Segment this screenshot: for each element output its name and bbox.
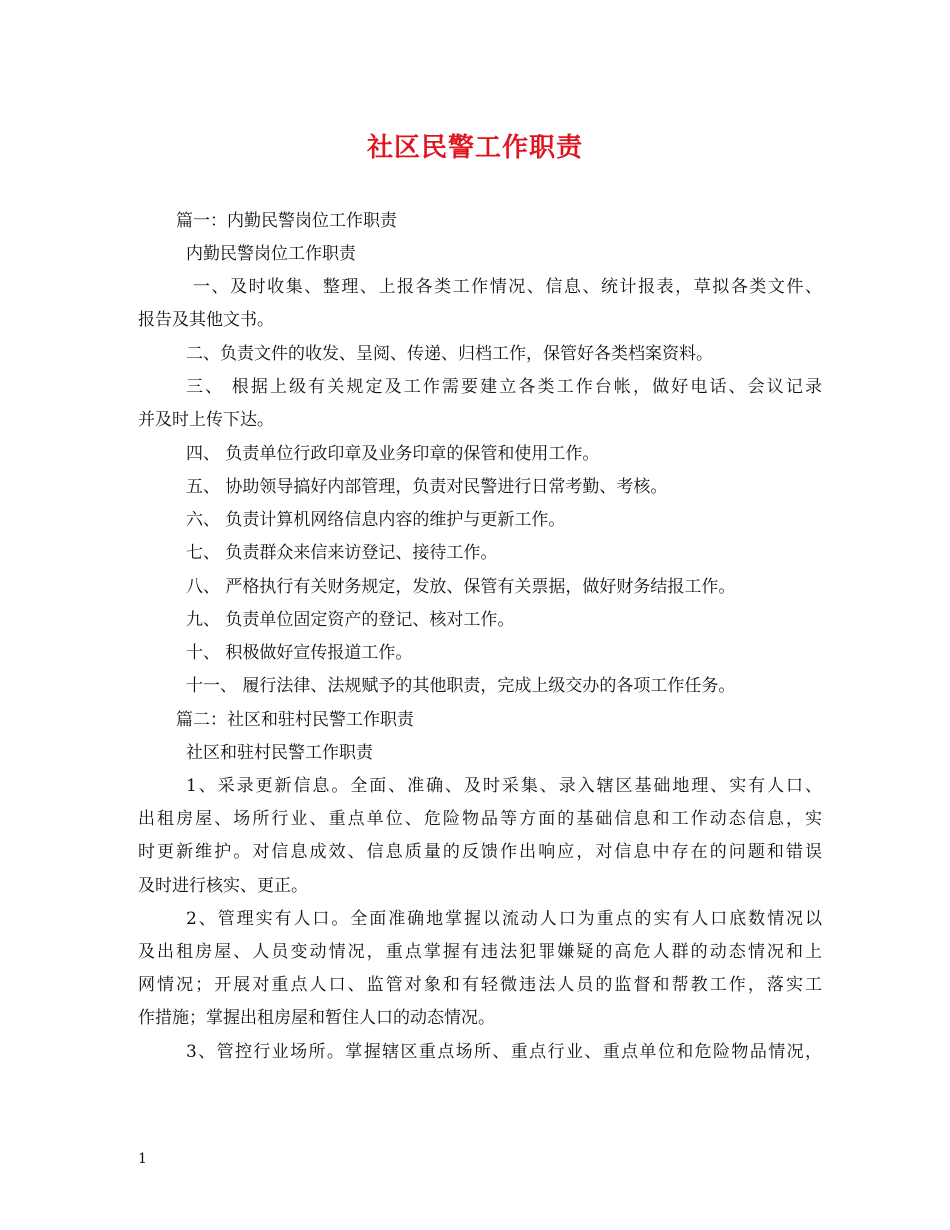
body-line: 六、 负责计算机网络信息内容的维护与更新工作。 <box>186 510 566 530</box>
body-line: 篇二：社区和驻村民警工作职责 <box>176 710 414 730</box>
document-title: 社区民警工作职责 <box>366 133 583 163</box>
body-line: 七、 负责群众来信来访登记、接待工作。 <box>186 543 498 563</box>
body-line: 五、 协助领导搞好内部管理，负责对民警进行日常考勤、考核。 <box>186 477 668 497</box>
body-line: 八、 严格执行有关财务规定，发放、保管有关票据，做好财务结报工作。 <box>186 577 736 597</box>
body-line: 篇一：内勤民警岗位工作职责 <box>176 211 397 231</box>
body-line: 及时进行核实、更正。 <box>138 876 308 896</box>
body-line: 二、负责文件的收发、呈阅、传递、归档工作，保管好各类档案资料。 <box>186 344 713 364</box>
body-line: 出租房屋、场所行业、重点单位、危险物品等方面的基础信息和工作动态信息，实 <box>138 809 822 829</box>
body-line: 3、管控行业场所。掌握辖区重点场所、重点行业、重点单位和危险物品情况， <box>186 1042 822 1062</box>
body-line: 2、管理实有人口。全面准确地掌握以流动人口为重点的实有人口底数情况以 <box>186 909 822 929</box>
page-number: 1 <box>138 1151 147 1167</box>
body-line: 十一、 履行法律、法规赋予的其他职责，完成上级交办的各项工作任务。 <box>186 676 736 696</box>
body-line: 并及时上传下达。 <box>138 410 274 430</box>
body-line: 及出租房屋、人员变动情况，重点掌握有违法犯罪嫌疑的高危人群的动态情况和上 <box>138 942 822 962</box>
body-line: 网情况；开展对重点人口、监管对象和有轻微违法人员的监督和帮教工作，落实工 <box>138 975 822 995</box>
body-line: 作措施；掌握出租房屋和暂住人口的动态情况。 <box>138 1008 495 1028</box>
body-line: 时更新维护。对信息成效、信息质量的反馈作出响应，对信息中存在的问题和错误 <box>138 842 822 862</box>
body-line: 1、采录更新信息。全面、准确、及时采集、录入辖区基础地理、实有人口、 <box>186 776 822 796</box>
body-line: 十、 积极做好宣传报道工作。 <box>186 643 413 663</box>
body-line: 社区和驻村民警工作职责 <box>186 743 373 763</box>
body-line: 四、 负责单位行政印章及业务印章的保管和使用工作。 <box>186 444 600 464</box>
body-line: 内勤民警岗位工作职责 <box>186 244 356 264</box>
body-line: 三、 根据上级有关规定及工作需要建立各类工作台帐，做好电话、会议记录 <box>186 377 822 397</box>
body-line: 九、 负责单位固定资产的登记、核对工作。 <box>186 610 515 630</box>
body-line: 报告及其他文书。 <box>138 310 274 330</box>
body-line: 一、及时收集、整理、上报各类工作情况、信息、统计报表，草拟各类文件、 <box>193 277 822 297</box>
